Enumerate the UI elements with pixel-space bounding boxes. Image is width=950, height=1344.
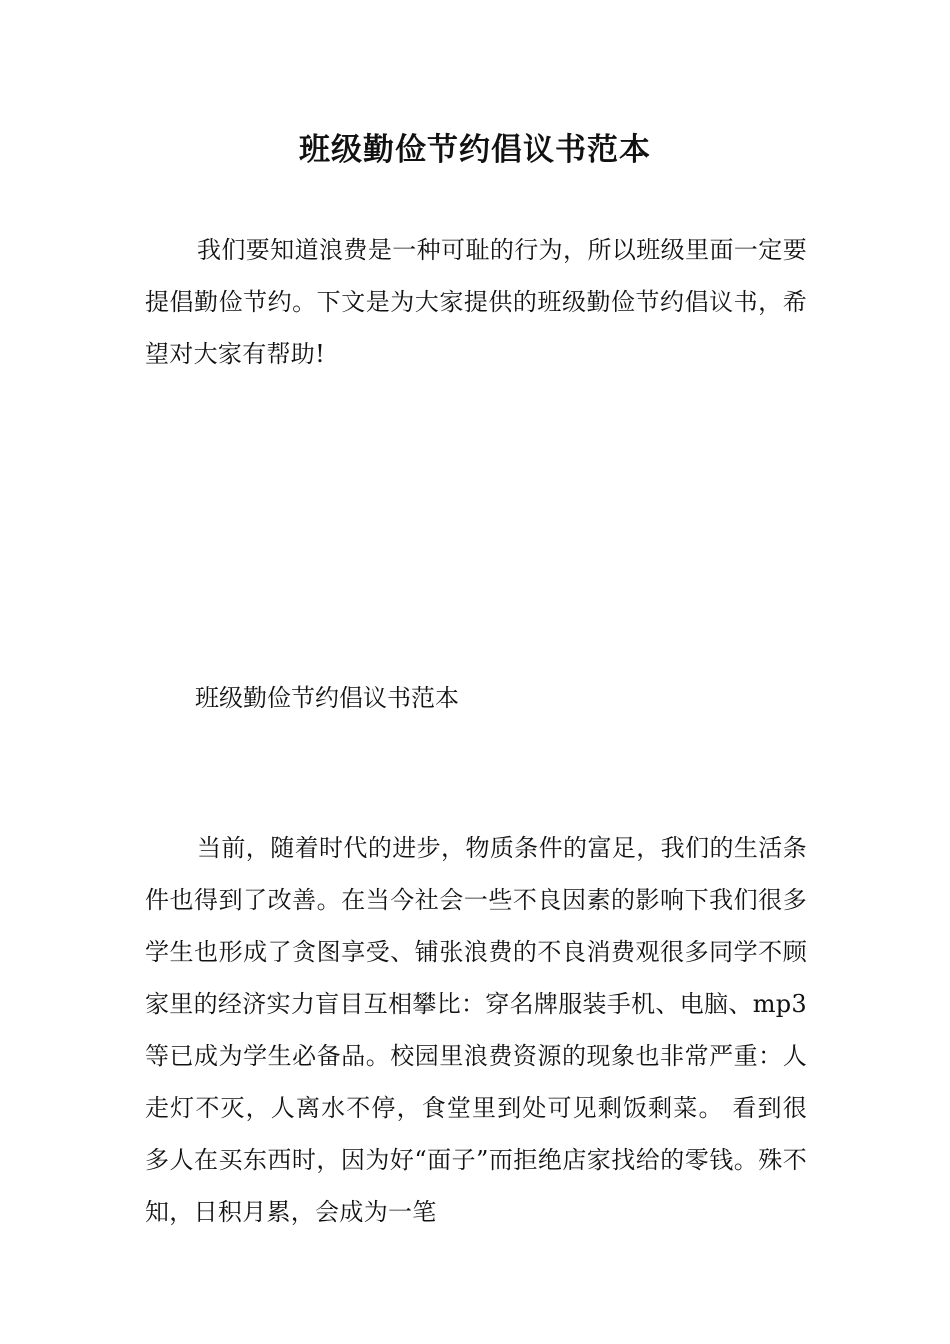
intro-paragraph: 我们要知道浪费是一种可耻的行为，所以班级里面一定要提倡勤俭节约。下文是为大家提供的班级勤俭节约倡议书，希望对大家有帮助! xyxy=(145,236,807,368)
section-subtitle: 班级勤俭节约倡议书范本 xyxy=(195,684,459,712)
body-paragraph: 当前，随着时代的进步，物质条件的富足，我们的生活条件也得到了改善。在当今社会一些不良因素的影响下我们很多学生也形成了贪图享受、铺张浪费的不良消费观很多同学不顾家里的经济实力盲目互相攀比：穿名牌服装手机、电脑、mp3等已成为学生必备品。校园里浪费资源的现象也非常严重：人走灯不灭，人离水不停，食堂里到处可见剩饭剩菜。 看到很多人在买东西时，因为好“面子”而拒绝店家找给的零钱。殊不知，日积月累，会成为一笔 xyxy=(145,834,807,1226)
document-title: 班级勤俭节约倡议书范本 xyxy=(299,132,651,168)
